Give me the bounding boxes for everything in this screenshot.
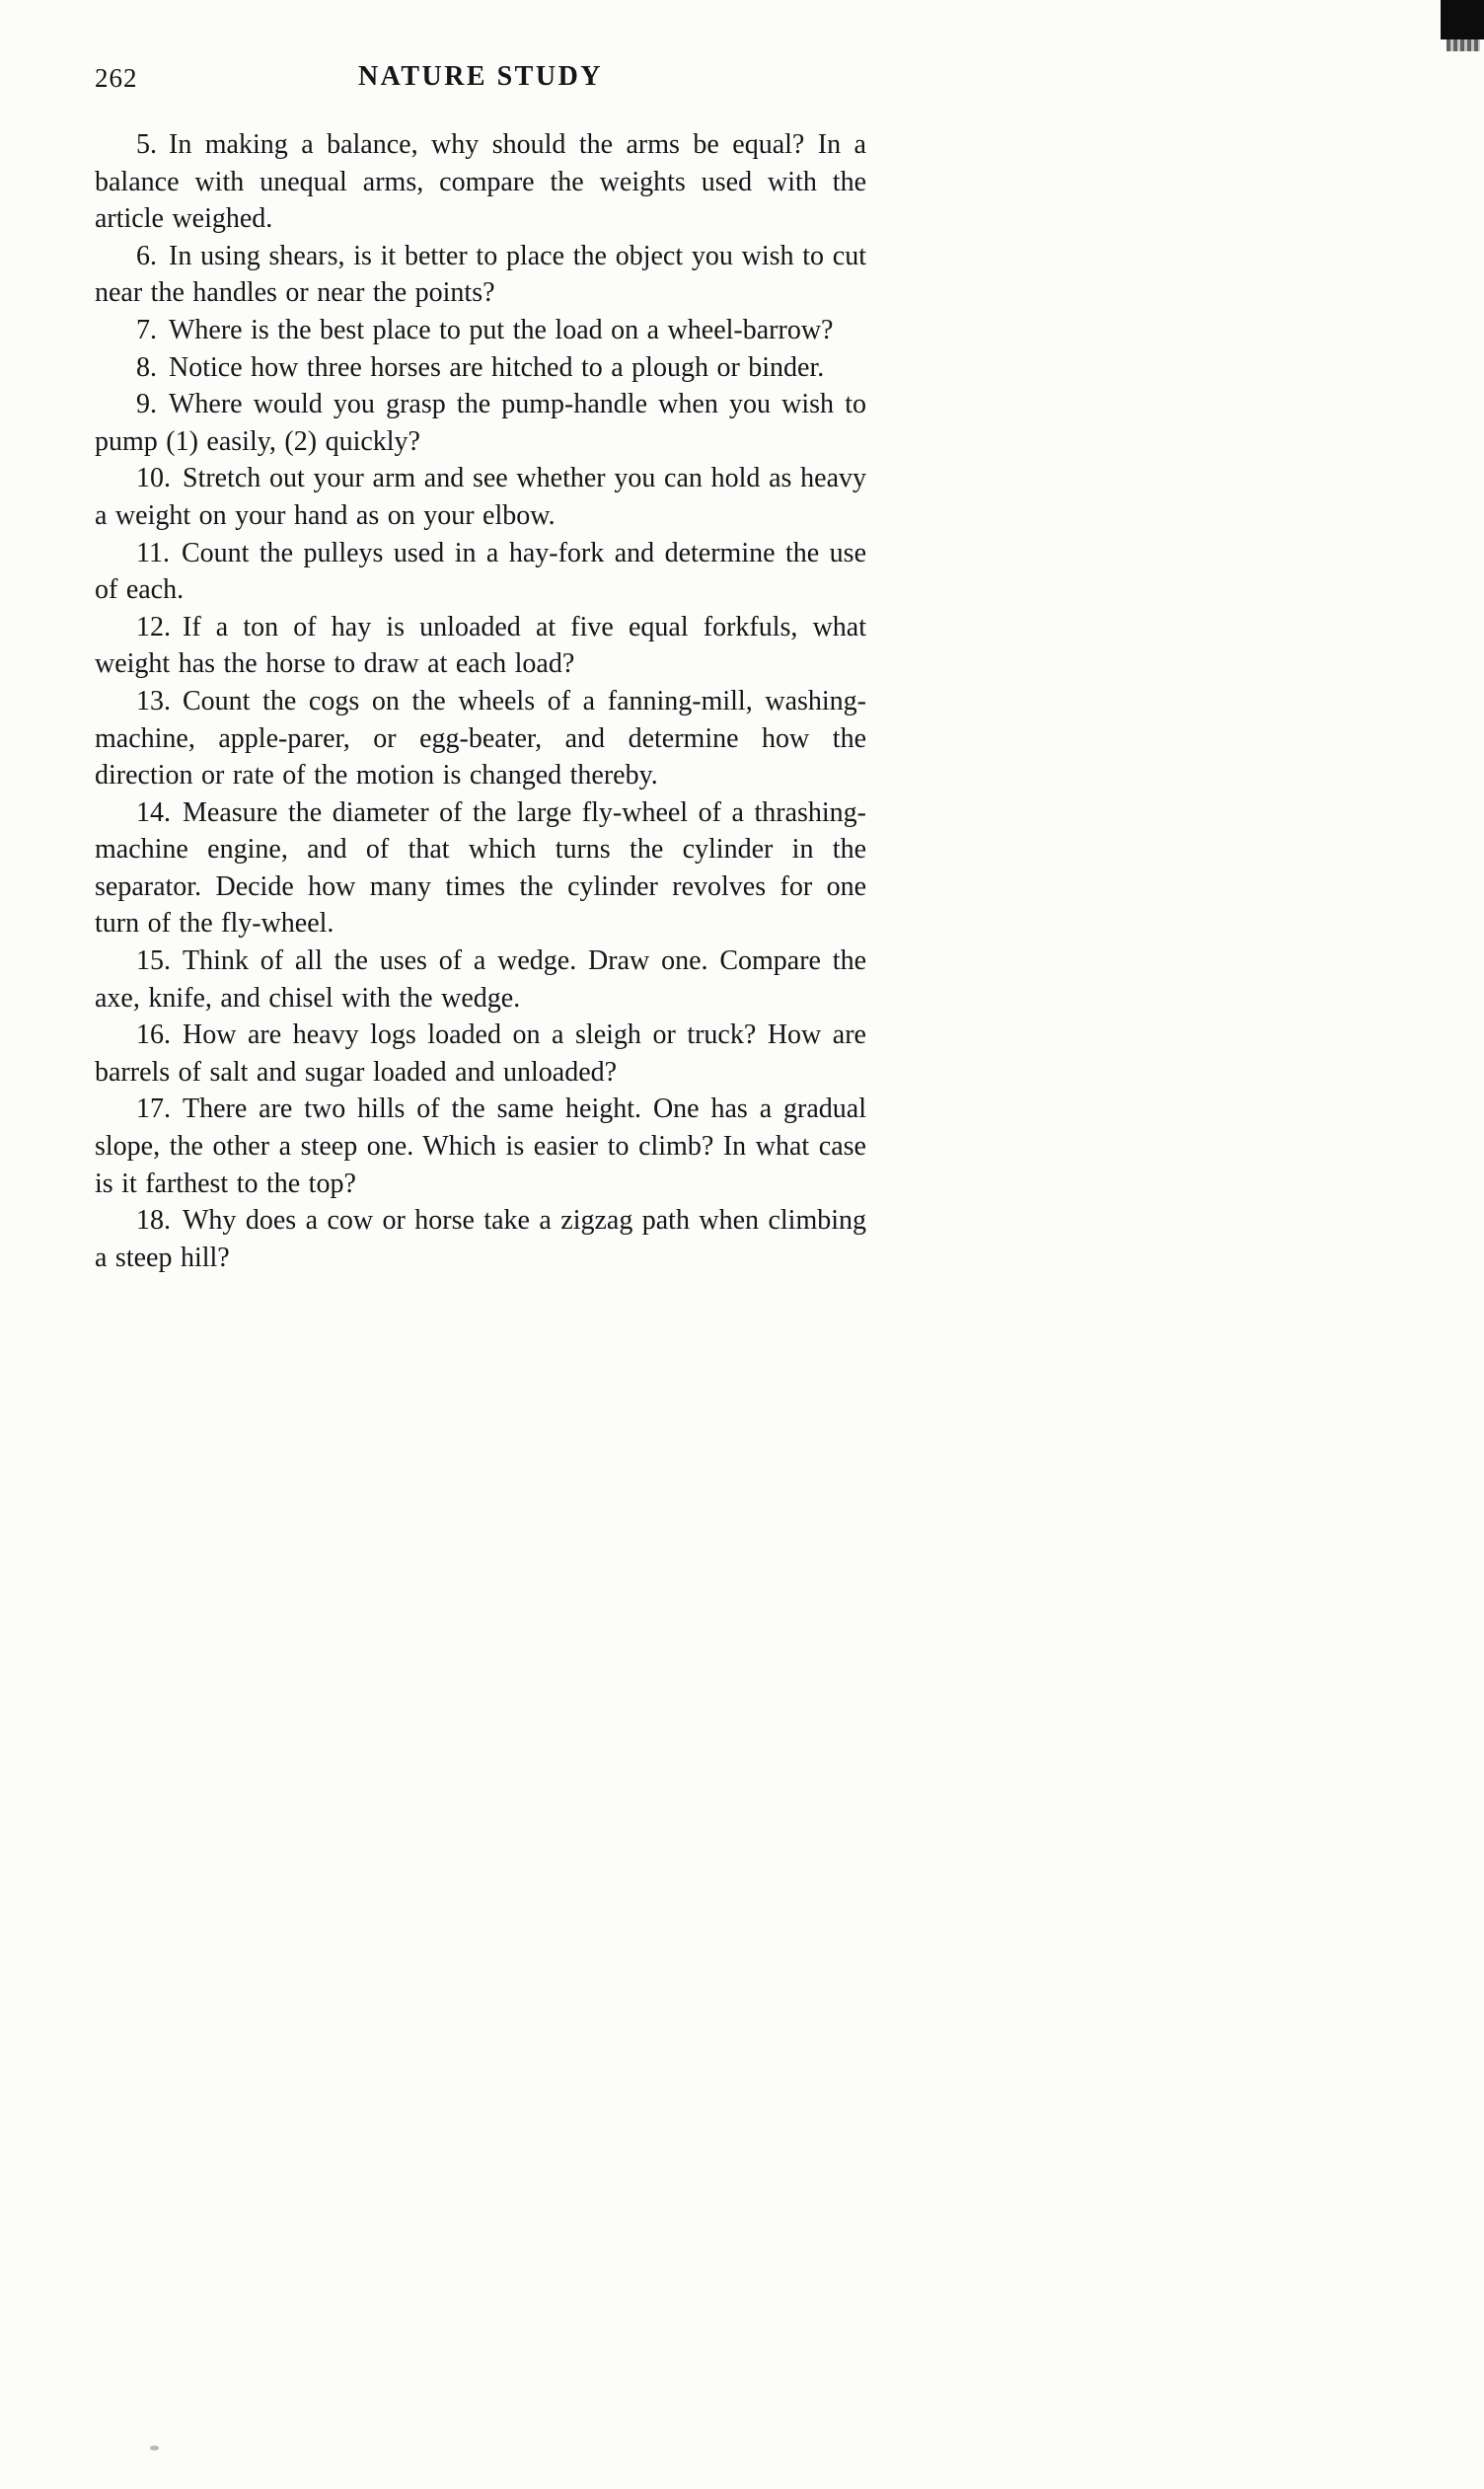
question-number: 17. [136, 1094, 171, 1125]
question-text: Measure the diameter of the large fly-wheel of a thrashing-machine engine, and of that which turns the cylinder in the separator. Decide how many times the cylinder revolves for one turn of the fly-wheel. [95, 796, 866, 940]
question-text: Stretch out your arm and see whether you can hold as heavy a weight on your hand as on your elbow. [95, 463, 866, 531]
question-paragraph [95, 126, 866, 238]
question-list [95, 126, 866, 1276]
question-number: 6. [136, 240, 157, 271]
question-text: Count the pulleys used in a hay-fork and determine the use of each. [95, 537, 866, 606]
question-number: 8. [136, 351, 157, 383]
question-paragraph [95, 794, 866, 943]
question-paragraph [95, 1091, 866, 1202]
question-number: 7. [136, 314, 157, 345]
scan-artifact-corner-frayed-edge [1447, 39, 1480, 51]
question-text: There are two hills of the same height. One has a gradual slope, the other a steep one. Which is easier to climb? In what case is it farthest to the top? [95, 1094, 866, 1199]
question-number: 11. [136, 537, 170, 568]
question-paragraph [95, 609, 866, 683]
scan-artifact-smudge [150, 2446, 159, 2451]
question-text: If a ton of hay is unloaded at five equal forkfuls, what weight has the horse to draw at each load? [95, 611, 866, 680]
question-text: Where would you grasp the pump-handle when you wish to pump (1) easily, (2) quickly? [95, 389, 866, 457]
page-title: NATURE STUDY [357, 61, 604, 92]
question-number: 15. [136, 945, 171, 977]
question-paragraph [95, 386, 866, 460]
question-number: 5. [136, 129, 157, 160]
question-paragraph [95, 238, 866, 312]
question-paragraph [95, 535, 866, 609]
question-number: 18. [136, 1205, 171, 1237]
page-number: 262 [95, 63, 138, 93]
question-paragraph [95, 312, 866, 349]
question-text: Where is the best place to put the load on a wheel-barrow? [169, 314, 834, 345]
question-number: 12. [136, 611, 171, 642]
question-paragraph [95, 1017, 866, 1091]
question-text: Why does a cow or horse take a zigzag path when climbing a steep hill? [95, 1205, 866, 1273]
question-text: Think of all the uses of a wedge. Draw one. Compare the axe, knife, and chisel with the wedge. [95, 945, 866, 1014]
question-paragraph [95, 349, 866, 387]
scan-artifact-corner [1441, 0, 1484, 39]
running-head [95, 57, 866, 101]
question-number: 14. [136, 796, 171, 828]
question-text: In making a balance, why should the arms be equal? In a balance with unequal arms, compare the weights used with the article weighed. [95, 129, 866, 235]
question-number: 9. [136, 389, 157, 420]
question-number: 10. [136, 463, 171, 494]
question-paragraph [95, 943, 866, 1017]
text-block [95, 57, 866, 1276]
question-paragraph [95, 460, 866, 534]
question-text: Notice how three horses are hitched to a plough or binder. [169, 351, 825, 383]
question-number: 16. [136, 1019, 171, 1051]
question-paragraph [95, 1202, 866, 1276]
question-text: How are heavy logs loaded on a sleigh or truck? How are barrels of salt and sugar loaded and unloaded? [95, 1019, 866, 1088]
question-text: Count the cogs on the wheels of a fanning-mill, washing-machine, apple-parer, or egg-beater, and determine how the direction or rate of the motion is changed thereby. [95, 685, 866, 792]
question-paragraph [95, 683, 866, 794]
question-number: 13. [136, 685, 171, 717]
question-text: In using shears, is it better to place the object you wish to cut near the handles or near the points? [95, 240, 866, 309]
